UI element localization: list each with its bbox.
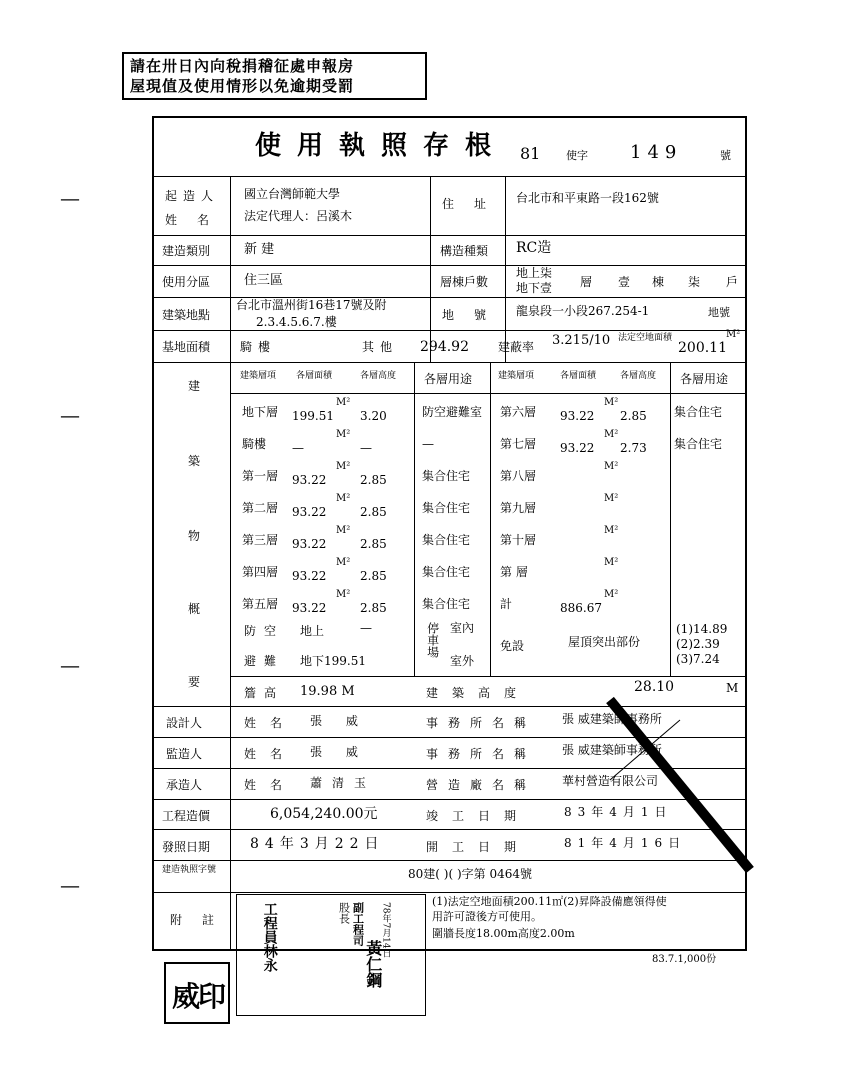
building-height-label: 建築高度 (426, 686, 531, 700)
col-area-right: 各層面積 (560, 371, 597, 381)
approval-engineer: 工程員林永 (261, 902, 278, 972)
site-address-1: 台北市溫州街16巷17號及附 (236, 298, 387, 312)
floor-area: 93.22 (292, 537, 327, 551)
margin-mark-2: — (60, 403, 80, 427)
overview-char-2: 築 (188, 454, 201, 468)
seal-icon (166, 964, 228, 1022)
refuge-label: 避難 (244, 654, 285, 668)
finish-date-label: 竣工日期 (426, 809, 531, 823)
permit-type: 使字 (566, 149, 588, 162)
floor-area-unit: M² (336, 397, 351, 408)
tax-notice-stamp (122, 52, 427, 100)
legal-open-value: 200.11 (678, 340, 727, 356)
parking-outdoor: 室外 (450, 654, 475, 668)
designer-name: 張 威 (310, 714, 368, 728)
floor-area: — (292, 441, 304, 455)
other-area: 294.92 (420, 339, 469, 355)
floor-height: — (360, 441, 372, 455)
contractor-office-label: 營造廠名稱 (426, 778, 537, 792)
floor-name: 第五層 (242, 597, 279, 611)
approval-chief-name: 黃仁鋼 (363, 940, 383, 988)
overview-char-1: 建 (188, 379, 201, 393)
floor-area: 93.22 (292, 569, 327, 583)
roof-label: 屋頂突出部份 (568, 635, 641, 649)
builder-address: 台北市和平東路一段162號 (516, 191, 659, 205)
zoning-value: 住三區 (244, 273, 284, 288)
floor-area-unit: M² (336, 429, 351, 440)
supervisor-name: 張 威 (310, 745, 368, 759)
building-height-unit: M (726, 681, 739, 695)
overview-char-3: 物 (188, 529, 201, 543)
floor-height: 2.85 (360, 569, 387, 583)
contractor-office: 華村營造有限公司 (562, 774, 659, 788)
remark-line-1: (1)法定空地面積200.11㎡(2)昇降設備應領得使 (432, 895, 667, 908)
floor-use: 集合住宅 (422, 501, 471, 515)
floors-units: 柒 (688, 275, 701, 289)
permit-hao: 號 (720, 149, 731, 162)
lot-suffix: 地號 (708, 306, 730, 319)
supervisor-office: 張 威建築師事務所 (562, 743, 662, 757)
permit-ref-value: 80建( )( )字第 0464號 (408, 867, 532, 881)
floor-name: 第九層 (500, 501, 537, 515)
floor-name: 地下層 (242, 405, 279, 419)
builder-address-label: 住址 (442, 197, 507, 211)
floor-area: 93.22 (560, 409, 595, 423)
floor-use: 防空避難室 (422, 405, 483, 419)
floor-name: 第十層 (500, 533, 537, 547)
building-type-value: 新 建 (244, 242, 275, 257)
floor-area: 93.22 (292, 601, 327, 615)
lot-label: 地號 (442, 308, 507, 322)
remark-line-3: 圍牆長度18.00m高度2.00m (432, 927, 575, 940)
col-item-right: 建築層項 (498, 371, 535, 381)
floor-use: 集合住宅 (422, 533, 471, 547)
builder-name-label: 姓名 (165, 213, 230, 227)
floor-use: 集合住宅 (674, 437, 723, 451)
floors-below: 地下壹 (516, 281, 553, 295)
supervisor-office-label: 事務所名稱 (426, 747, 537, 761)
void-slash-mark (600, 637, 760, 880)
contractor-name-label: 姓名 (244, 778, 297, 792)
floor-use: 集合住宅 (422, 469, 471, 483)
floors-hu: 戶 (726, 275, 739, 289)
floors-above: 地上柒 (516, 266, 553, 280)
floor-area: 93.22 (292, 505, 327, 519)
margin-mark-3: — (60, 653, 80, 677)
floor-height: 2.73 (620, 441, 647, 455)
site-address-2: 2.3.4.5.6.7.樓 (256, 315, 337, 329)
legal-open-label: 法定空地面積 (618, 333, 673, 343)
svg-text:威: 威 (172, 980, 201, 1013)
floor-area-unit: M² (336, 557, 351, 568)
roof-3: (3)7.24 (676, 652, 720, 666)
floor-name: 第七層 (500, 437, 537, 451)
builder-name-2: 法定代理人：呂溪木 (244, 209, 353, 223)
start-date: 81年4月16日 (564, 836, 687, 850)
floor-area-unit: M² (336, 525, 351, 536)
floor-area-unit: M² (604, 557, 619, 568)
floor-area-unit: M² (604, 397, 619, 408)
approval-section-chief: 股長 (337, 902, 351, 924)
permit-ref-label: 建造執照字號 (162, 865, 217, 875)
coverage-value: 3.215/10 (552, 333, 611, 348)
floor-name: 第三層 (242, 533, 279, 547)
col-item-left: 建築層項 (240, 371, 277, 381)
site-label: 建築地點 (162, 308, 211, 322)
designer-name-label: 姓名 (244, 716, 297, 730)
floor-area-unit: M² (604, 429, 619, 440)
floors-dong: 棟 (652, 275, 665, 289)
floor-area-unit: M² (604, 493, 619, 504)
floor-area: 199.51 (292, 409, 334, 423)
designer-office-label: 事務所名稱 (426, 716, 537, 730)
floor-height: 3.20 (360, 409, 387, 423)
eave-height-value: 19.98 M (300, 684, 355, 699)
floor-name: 計 (500, 597, 513, 611)
floor-area-unit: M² (604, 461, 619, 472)
floor-area: 93.22 (560, 441, 595, 455)
floor-height: 2.85 (360, 601, 387, 615)
shelter-dash: — (360, 621, 372, 635)
floor-name: 第八層 (500, 469, 537, 483)
margin-mark-4: — (60, 873, 80, 897)
col-height-right: 各層高度 (620, 371, 657, 381)
parking-label: 停車場 (425, 622, 440, 658)
seal-stamp (164, 962, 230, 1024)
floors-label: 層棟戶數 (440, 275, 489, 289)
structure-label: 構造種類 (440, 244, 489, 258)
issue-date: 84年3月22日 (250, 836, 385, 852)
parking-indoor: 室內 (450, 621, 475, 635)
approval-deputy: 副工程司 (351, 902, 365, 946)
form-print-info: 83.7.1,000份 (652, 954, 717, 965)
building-height-value: 28.10 (634, 679, 675, 695)
cost-label: 工程造價 (162, 809, 211, 823)
area-unit: M² (726, 329, 741, 340)
floor-area-unit: M² (336, 461, 351, 472)
floor-height: 2.85 (620, 409, 647, 423)
overview-char-5: 要 (188, 675, 201, 689)
designer-label: 設計人 (166, 716, 203, 730)
issue-date-label: 發照日期 (162, 840, 211, 854)
parking-exempt: 免設 (500, 639, 525, 653)
svg-text:印: 印 (198, 980, 227, 1013)
shelter-label: 防空 (244, 624, 285, 638)
floor-use: 集合住宅 (422, 597, 471, 611)
lot-value: 龍泉段一小段267.254-1 (516, 304, 650, 318)
col-height-left: 各層高度 (360, 371, 397, 381)
supervisor-label: 監造人 (166, 747, 203, 761)
floor-use: 集合住宅 (422, 565, 471, 579)
builder-label: 起造人 (165, 189, 220, 203)
floor-area-unit: M² (604, 525, 619, 536)
eave-height-label: 簷高 (244, 686, 285, 700)
roof-2: (2)2.39 (676, 637, 720, 651)
shelter-above: 地上 (300, 624, 325, 638)
col-area-left: 各層面積 (296, 371, 333, 381)
floor-height: 2.85 (360, 537, 387, 551)
col-use-left: 各層用途 (424, 372, 473, 386)
floor-area: 93.22 (292, 473, 327, 487)
finish-date: 83年4月1日 (564, 805, 673, 819)
col-use-right: 各層用途 (680, 372, 729, 386)
notice-line2: 屋現值及使用情形以免逾期受罰 (130, 77, 355, 95)
cost-value: 6,054,240.00元 (270, 806, 378, 822)
floor-area-unit: M² (604, 589, 619, 600)
start-date-label: 開工日期 (426, 840, 531, 854)
other-label: 其他 (362, 340, 399, 354)
remarks-label: 附註 (170, 913, 235, 927)
floor-area-unit: M² (336, 589, 351, 600)
floor-name: 第一層 (242, 469, 279, 483)
overview-char-4: 概 (188, 602, 201, 616)
permit-year: 81 (520, 144, 541, 163)
floor-name: 騎樓 (242, 437, 267, 451)
floor-name: 第 層 (500, 565, 528, 579)
shelter-below: 地下199.51 (300, 654, 366, 668)
floor-use: — (422, 437, 434, 451)
floors-count: 壹 (618, 275, 631, 289)
floor-name: 第六層 (500, 405, 537, 419)
floor-use: 集合住宅 (674, 405, 723, 419)
floor-area-unit: M² (336, 493, 351, 504)
supervisor-name-label: 姓名 (244, 747, 297, 761)
notice-line1: 請在卅日內向稅捐稽征處申報房 (130, 57, 355, 75)
floor-height: 2.85 (360, 473, 387, 487)
zoning-label: 使用分區 (162, 275, 211, 289)
remark-line-2: 用許可證後方可使用。 (432, 910, 542, 923)
contractor-label: 承造人 (166, 778, 203, 792)
arcade-label: 騎樓 (240, 340, 277, 354)
coverage-label: 建蔽率 (498, 340, 535, 354)
area-label: 基地面積 (162, 340, 211, 354)
floor-area: 886.67 (560, 601, 602, 615)
floor-name: 第二層 (242, 501, 279, 515)
structure-value: RC造 (516, 240, 552, 256)
permit-number: 149 (630, 142, 683, 163)
form-title: 使用執照存根 (255, 131, 508, 161)
margin-mark-1: — (60, 186, 80, 210)
building-type-label: 建造類別 (162, 244, 211, 258)
builder-name-1: 國立台灣師範大學 (244, 187, 341, 201)
floor-name: 第四層 (242, 565, 279, 579)
contractor-name: 蕭清玉 (310, 776, 377, 790)
approval-date: 78年7月14日 (380, 902, 391, 958)
floors-ceng: 層 (580, 275, 593, 289)
floor-height: 2.85 (360, 505, 387, 519)
roof-1: (1)14.89 (676, 622, 728, 636)
designer-office: 張 威建築師事務所 (562, 712, 662, 726)
